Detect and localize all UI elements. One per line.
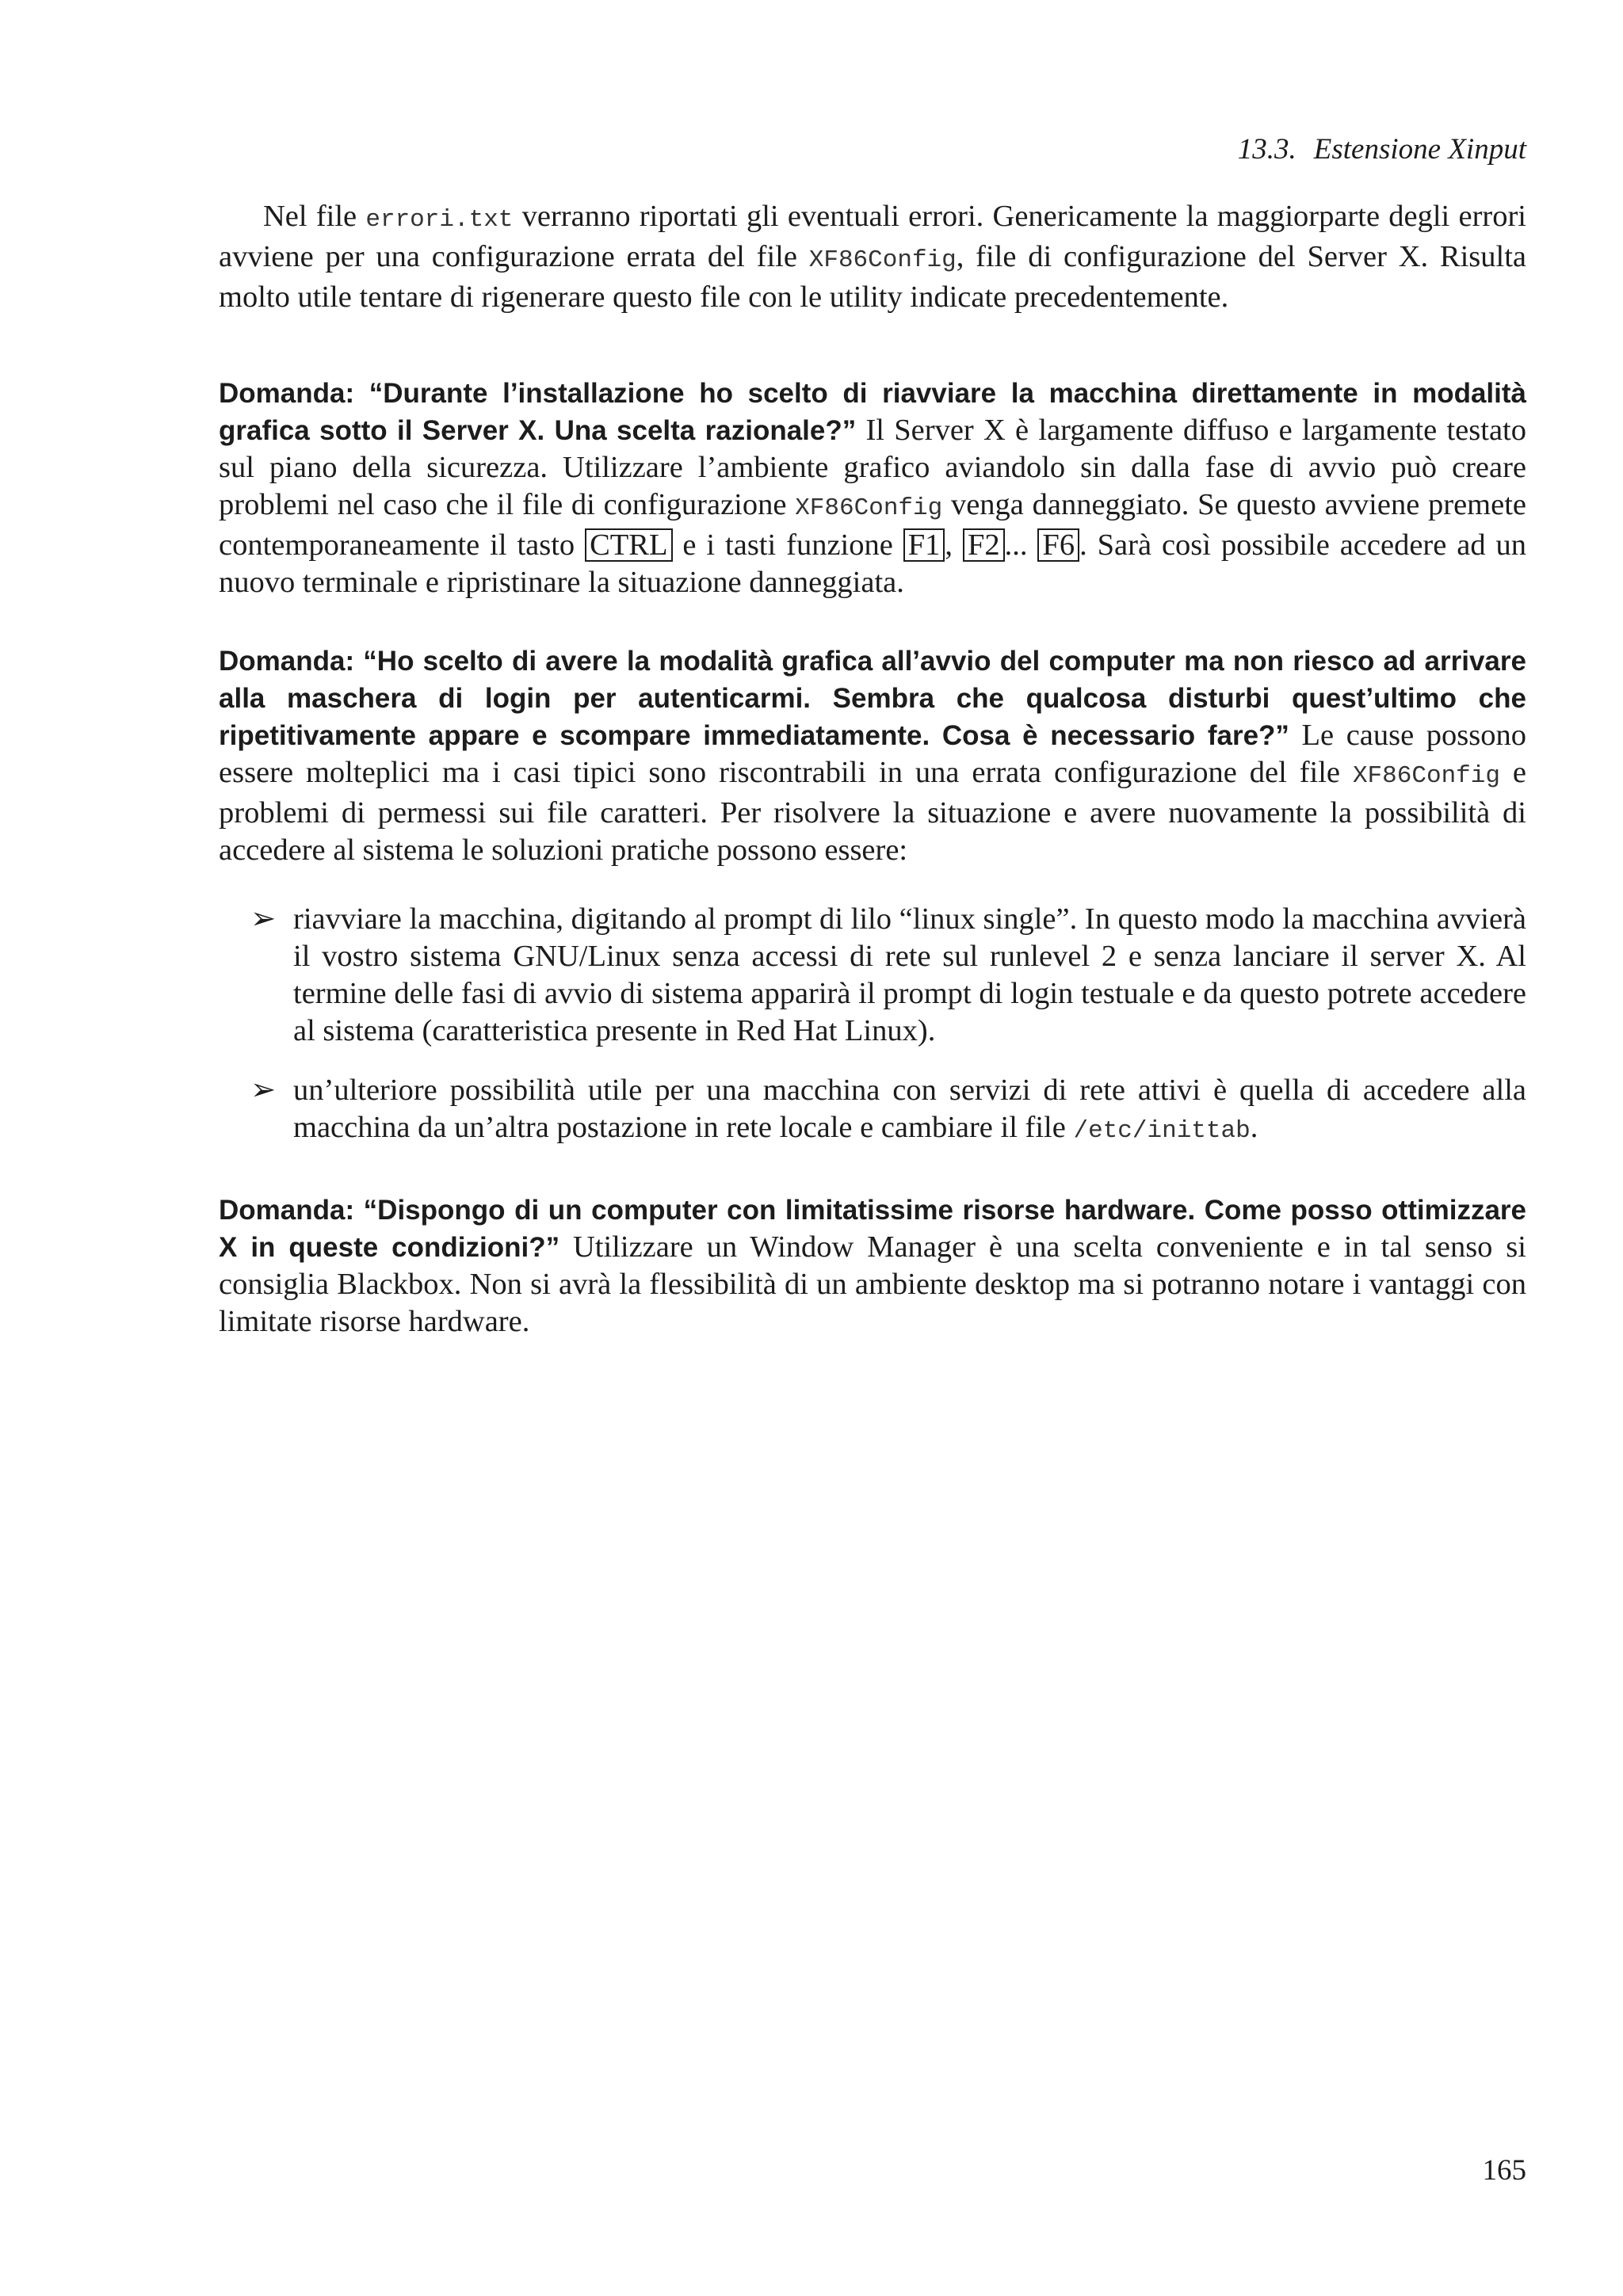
faq-answer: Le cause possono essere molteplici ma i casi tipici sono riscontrabili in una errata configurazione del file (219, 719, 1526, 789)
text-run: , file di configurazione del Server X. Risulta molto utile tentare di rigenerare questo file con le utility indicate precedentemente. (219, 240, 1526, 314)
list-item-text: riavviare la macchina, digitando al prompt di lilo “linux single”. In questo modo la macchina avvierà il vostro sistema GNU/Linux senza accessi di rete sul runlevel 2 e senza lanciare il server X. Al termine delle fasi di avvio di sistema apparirà il prompt di login testuale e da questo potrete accedere al sistema (caratteristica presente in Red Hat Linux). (293, 902, 1526, 1047)
text-run: . Sarà così possibile accedere ad un nuovo terminale e ripristinare la situazione danneggiata. (219, 528, 1526, 599)
text-run: e problemi di permessi sui file caratteri. Per risolvere la situazione e avere nuovamente la possibilità di accedere al sistema le soluzioni pratiche possono essere: (219, 756, 1526, 867)
faq-question: Domanda: “Durante l’installazione ho scelto di riavviare la macchina direttamente in modalità grafica sotto il Server X. Una scelta razionale?” (219, 378, 1526, 446)
filename-xf86config: XF86Config (795, 494, 943, 522)
text-run: Nel file (263, 200, 366, 233)
arrow-bullet-icon: ➢ (250, 902, 277, 936)
faq-answer: Utilizzare un Window Manager è una scelta conveniente e in tal senso si consiglia Blackbox. Non si avrà la flessibilità di un ambiente desktop ma si potranno notare i vantaggi con limitate risorse hardware. (219, 1230, 1526, 1338)
section-number: 13.3. (1237, 133, 1296, 166)
faq-item-2 (219, 643, 1526, 869)
page-number: 165 (1482, 2154, 1526, 2187)
key-ctrl: CTRL (585, 528, 672, 562)
section-title: Estensione Xinput (1313, 133, 1526, 166)
running-header (219, 132, 1526, 168)
faq-answer: Il Server X è largamente diffuso e largamente testato sul piano della sicurezza. Utilizzare l’ambiente grafico aviandolo sin dalla fase di avvio può creare problemi nel caso che il file di configurazione (219, 414, 1526, 521)
text-run: ... (1004, 528, 1038, 562)
key-f6: F6 (1037, 528, 1079, 562)
text-run: e i tasti funzione (672, 528, 903, 562)
arrow-bullet-icon: ➢ (250, 1074, 277, 1107)
text-run: venga danneggiato. Se questo avviene premete contemporaneamente il tasto (219, 488, 1526, 562)
faq-item-1 (219, 375, 1526, 601)
text-run: verranno riportati gli eventuali errori. Genericamente la maggiorparte degli errori avviene per una configurazione errata del file (219, 200, 1526, 273)
text-run: un’ulteriore possibilità utile per una macchina con servizi di rete attivi è quella di accedere alla macchina da un’altra postazione in rete locale e cambiare il file (293, 1074, 1526, 1144)
text-run: , (945, 528, 963, 562)
faq-question: Domanda: “Ho scelto di avere la modalità grafica all’avvio del computer ma non riesco ad arrivare alla maschera di login per autenticarmi. Sembra che qualcosa disturbi quest’ultimo che ripetitivamente appare e scompare immediatamente. Cosa è necessario fare?” (219, 646, 1526, 751)
list-item-text (293, 1072, 1526, 1150)
faq-item-3 (219, 1192, 1526, 1341)
key-f2: F2 (963, 528, 1005, 562)
paragraph-errori (219, 198, 1526, 316)
filename-xf86config: XF86Config (1352, 762, 1500, 790)
filename-inittab: /etc/inittab (1073, 1117, 1251, 1145)
filename-errori: errori.txt (365, 206, 514, 234)
faq-question: Domanda: “Dispongo di un computer con limitatissime risorse hardware. Come posso ottimizzare X in queste condizioni?” (219, 1195, 1526, 1263)
text-run: . (1250, 1111, 1258, 1144)
key-f1: F1 (903, 528, 945, 562)
filename-xf86config: XF86Config (808, 246, 957, 274)
